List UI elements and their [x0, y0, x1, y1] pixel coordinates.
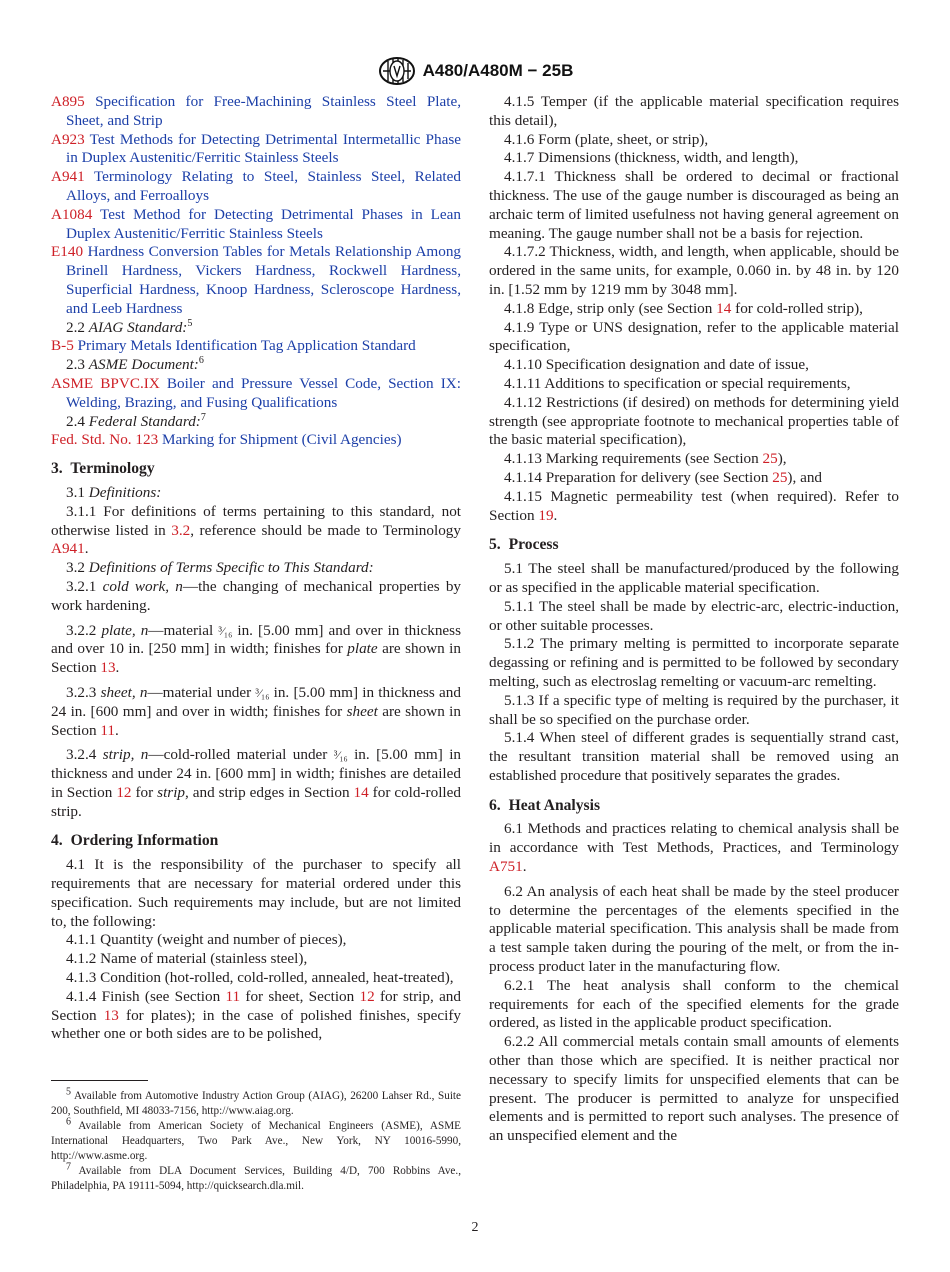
cross-reference-link[interactable]: 13: [100, 659, 116, 677]
reference-item: [51, 93, 461, 131]
footnote: $^6$ Available from American Society of Mechanical Engineers (ASME), ASME International Headquarters, Two Park Ave., New York, NY 10016-5990, http://www.asme.org.: [51, 1116, 461, 1162]
paragraph: 3.2.4 strip, n—cold-rolled material under ³⁄₁₆ in. [5.00 mm] in thickness and under 24 in. [600 mm] in width; finishes are detailed in Section 12 for strip, and strip edges in Section 14 for cold-rolled strip.: [51, 746, 462, 820]
paragraph: 3.1.1 For definitions of terms pertaining to this standard, not otherwise listed in 3.2, reference should be made to Terminology A941.: [51, 502, 462, 558]
cross-reference-link[interactable]: 25: [772, 468, 788, 486]
reference-title[interactable]: Boiler and Pressure Vessel Code, Section IX: Welding, Brazing, and Fusing Qualifications: [66, 374, 461, 411]
footnotes: [51, 1086, 461, 1194]
reference-title[interactable]: Marking for Shipment (Civil Agencies): [161, 431, 402, 449]
reference-item: [51, 131, 461, 169]
cross-reference-link[interactable]: 12: [116, 783, 132, 801]
reference-item: [51, 243, 461, 318]
paragraph: 4.1.10 Specification designation and date of issue,: [504, 356, 809, 374]
cross-reference-link[interactable]: 14: [353, 783, 369, 801]
paragraph: 4.1.4 Finish (see Section 11 for sheet, Section 12 for strip, and Section 13 for plates); in the case of polished finishes, specify whether one or both sides are to be polished,: [51, 987, 461, 1043]
paragraph: 5.1.3 If a specific type of melting is required by the purchaser, it shall be so specified on the purchase order.: [489, 691, 899, 728]
paragraph: 4.1.8 Edge, strip only (see Section 14 for cold-rolled strip),: [504, 299, 863, 317]
cross-reference-link[interactable]: 11: [100, 721, 115, 739]
reference-code[interactable]: B-5: [51, 337, 74, 355]
page-number: 2: [471, 1220, 479, 1235]
paragraph: 5.1.2 The primary melting is permitted to incorporate separate degassing or refining and is permitted to be followed by secondary melting, such as electroslag remelting or vacuum-arc remelting.: [489, 635, 899, 690]
reference-title[interactable]: Test Methods for Detecting Detrimental Intermetallic Phase in Duplex Austenitic/Ferritic Stainless Steels: [66, 130, 461, 167]
reference-title[interactable]: Primary Metals Identification Tag Application Standard: [77, 337, 416, 355]
footnote: $^5$ Available from Automotive Industry Action Group (AIAG), 26200 Lahser Rd., Suite 200, Southfield, MI 48033-7156, http://www.aiag.org.: [51, 1086, 461, 1117]
footnote-divider: [51, 1080, 148, 1081]
subsection-heading: 2.4 Federal Standard:$^7$: [66, 411, 206, 430]
left-column: [51, 93, 461, 1044]
paragraph: 4.1.15 Magnetic permeability test (when required). Refer to Section 19.: [489, 487, 899, 524]
section-heading-process: 5. Process: [489, 536, 559, 554]
cross-reference-link[interactable]: 12: [359, 987, 375, 1005]
footnote-marker[interactable]: 7: [200, 411, 206, 423]
paragraph: 4.1.5 Temper (if the applicable material specification requires this detail),: [489, 93, 899, 129]
paragraph: 4.1.9 Type or UNS designation, refer to the applicable material specification,: [489, 318, 899, 355]
cross-reference-link[interactable]: 3.2: [171, 521, 191, 539]
reference-code[interactable]: E140: [51, 243, 84, 261]
paragraph: 4.1.1 Quantity (weight and number of pieces),: [66, 931, 347, 949]
paragraph: 3.2.1 cold work, n—the changing of mechanical properties by work hardening.: [51, 577, 462, 614]
right-column: [489, 93, 899, 1146]
footnote-marker[interactable]: 5: [187, 317, 193, 329]
paragraph: 4.1.14 Preparation for delivery (see Section 25), and: [504, 468, 823, 486]
reference-code[interactable]: A1084: [51, 205, 93, 223]
reference-code[interactable]: A895: [51, 93, 85, 110]
paragraph: 6.1 Methods and practices relating to chemical analysis shall be in accordance with Test Methods, Practices, and Terminology A751.: [489, 820, 899, 876]
cross-reference-link[interactable]: 11: [225, 987, 241, 1005]
cross-reference-link[interactable]: 13: [103, 1006, 119, 1024]
footnote-marker[interactable]: 6: [198, 355, 204, 367]
reference-title[interactable]: Terminology Relating to Steel, Stainless Steel, Related Alloys, and Ferroalloys: [66, 168, 461, 204]
paragraph: 5.1 The steel shall be manufactured/produced by the following or as specified in the applicable material specification.: [489, 560, 899, 596]
cross-reference-link[interactable]: A751: [489, 858, 523, 876]
cross-reference-link[interactable]: A941: [51, 540, 85, 558]
paragraph: 5.1.4 When steel of different grades is sequentially strand cast, the resultant transition material shall be removed using an established procedure that positively separates the grades.: [489, 729, 899, 784]
paragraph: 4.1.7.2 Thickness, width, and length, when applicable, should be ordered in the same units, for example, 0.060 in. by 48 in. by 120 in. [1.52 mm by 1219 mm by 3048 mm].: [489, 243, 899, 298]
paragraph: 4.1.2 Name of material (stainless steel),: [66, 950, 308, 968]
section-heading-heat-analysis: 6. Heat Analysis: [489, 796, 601, 814]
cross-reference-link[interactable]: 14: [716, 299, 732, 317]
reference-item: [51, 337, 461, 356]
footnote: $^7$ Available from DLA Document Services, Building 4/D, 700 Robbins Ave., Philadelphia, PA 19111-5094, http://quicksearch.dla.mil.: [51, 1161, 461, 1192]
astm-logo-icon: [377, 56, 417, 86]
paragraph: 6.2.1 The heat analysis shall conform to the chemical requirements for each of the specified elements for the grade ordered, as listed in the applicable product specification.: [489, 976, 899, 1032]
reference-code[interactable]: Fed. Std. No. 123: [51, 431, 159, 449]
subsection-heading: 2.2 AIAG Standard:$^5$: [66, 317, 193, 336]
reference-item: [51, 168, 461, 206]
page-header: [0, 55, 950, 87]
reference-item: [51, 431, 461, 450]
paragraph: 4.1.11 Additions to specification or special requirements,: [504, 374, 851, 392]
reference-title[interactable]: Hardness Conversion Tables for Metals Relationship Among Brinell Hardness, Vickers Hardness, Rockwell Hardness, Superficial Hardness, Knoop Hardness, Scleroscope Hardness, and Leeb Hardness: [66, 243, 462, 317]
paragraph: 4.1.7 Dimensions (thickness, width, and length),: [504, 149, 799, 167]
paragraph: 3.1 Definitions:: [66, 483, 162, 501]
paragraph: 6.2 An analysis of each heat shall be made by the steel producer to determine the percentages of the elements specified in the applicable material specification. This analysis shall be made from a test sample taken during the pouring of the melt, or from the in-process product later in the manufacturing flow.: [489, 882, 899, 976]
paragraph: 3.2 Definitions of Terms Specific to This Standard:: [66, 559, 374, 577]
section-heading-ordering-information: 4. Ordering Information: [51, 832, 219, 850]
paragraph: 5.1.1 The steel shall be made by electric-arc, electric-induction, or other suitable processes.: [489, 597, 899, 634]
reference-code[interactable]: A923: [51, 130, 85, 148]
paragraph: 4.1.12 Restrictions (if desired) on methods for determining yield strength (see appropriate footnote to mechanical properties table of the basic material specification),: [489, 393, 899, 449]
paragraph: 3.2.3 sheet, n—material under ³⁄₁₆ in. [5.00 mm] in thickness and 24 in. [600 mm] and over in width; finishes for sheet are shown in Section 11.: [51, 683, 461, 739]
cross-reference-link[interactable]: 25: [762, 450, 778, 468]
section-heading-terminology: 3. Terminology: [51, 460, 155, 478]
paragraph: 4.1 It is the responsibility of the purchaser to specify all requirements that are necessary for material ordered under this specification. Such requirements may include, but are not limited to, the following:: [51, 856, 461, 930]
cross-reference-link[interactable]: 19: [538, 506, 554, 524]
paragraph: 4.1.3 Condition (hot-rolled, cold-rolled, annealed, heat-treated),: [66, 969, 454, 987]
paragraph: 6.2.2 All commercial metals contain small amounts of elements other than those which are specified. It is neither practical nor necessary to specify limits for unspecified elements that can be present. The producer is permitted to analyze for unspecified elements and is permitted to report such analyses. The presence of an unspecified element and the: [489, 1033, 899, 1145]
reference-title[interactable]: Specification for Free-Machining Stainless Steel Plate, Sheet, and Strip: [66, 93, 462, 129]
paragraph: 4.1.7.1 Thickness shall be ordered to decimal or fractional thickness. The use of the gauge number is discouraged as being an archaic term of limited usefulness not having general agreement on meaning. The gauge number shall not be a basis for rejection.: [489, 168, 899, 242]
paragraph: 4.1.13 Marking requirements (see Section 25),: [504, 450, 787, 468]
paragraph: 3.2.2 plate, n—material ³⁄₁₆ in. [5.00 mm] and over in thickness and over 10 in. [250 mm] in width; finishes for plate are shown in Section 13.: [51, 621, 461, 677]
reference-code[interactable]: ASME BPVC.IX: [51, 374, 160, 392]
paragraph: 4.1.6 Form (plate, sheet, or strip),: [504, 130, 709, 148]
reference-code[interactable]: A941: [51, 168, 85, 186]
reference-item: [51, 206, 461, 244]
reference-item: [51, 375, 461, 413]
document-designation: A480/A480M − 25B: [422, 61, 574, 80]
reference-title[interactable]: Test Method for Detecting Detrimental Phases in Lean Duplex Austenitic/Ferritic Stainless Steels: [66, 205, 461, 242]
subsection-heading: 2.3 ASME Document:$^6$: [66, 355, 204, 374]
